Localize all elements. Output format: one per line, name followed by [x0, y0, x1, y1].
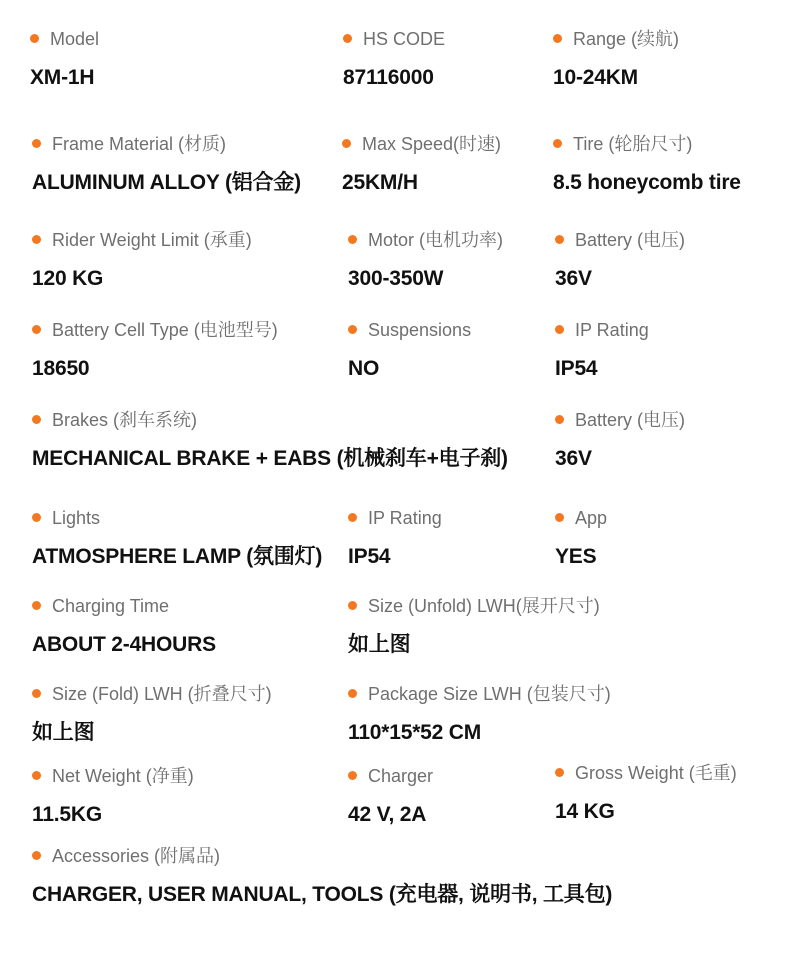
spec-label: Accessories (附属品)	[52, 846, 221, 866]
spec-brakes	[32, 409, 508, 471]
spec-label: Frame Material (材质)	[52, 134, 227, 154]
bullet-dot-icon	[32, 325, 41, 334]
spec-battery-cell-type	[32, 319, 278, 381]
spec-value: 8.5 honeycomb tire	[553, 171, 741, 194]
spec-label: Charging Time	[52, 596, 170, 616]
spec-ip-rating	[555, 319, 649, 381]
bullet-dot-icon	[348, 325, 357, 334]
spec-charging-time	[32, 595, 216, 657]
spec-value: MECHANICAL BRAKE + EABS (机械刹车+电子刹)	[32, 447, 508, 470]
spec-value: ALUMINUM ALLOY (铝合金)	[32, 171, 301, 194]
spec-label: Charger	[368, 766, 434, 786]
spec-value: 110*15*52 CM	[348, 721, 482, 744]
spec-hs-code	[343, 28, 445, 90]
spec-value: YES	[555, 545, 597, 568]
spec-label: IP Rating	[368, 508, 442, 528]
bullet-dot-icon	[555, 415, 564, 424]
spec-label: Battery Cell Type (电池型号)	[52, 320, 278, 340]
spec-range	[553, 28, 679, 90]
spec-value: 42 V, 2A	[348, 803, 427, 826]
spec-label: Size (Unfold) LWH(展开尺寸)	[368, 596, 600, 616]
spec-app	[555, 507, 607, 569]
spec-label: HS CODE	[363, 29, 446, 49]
spec-value: 14 KG	[555, 800, 615, 823]
bullet-dot-icon	[342, 139, 351, 148]
bullet-dot-icon	[30, 34, 39, 43]
spec-value: 如上图	[348, 633, 411, 656]
spec-value: ATMOSPHERE LAMP (氛围灯)	[32, 545, 323, 568]
bullet-dot-icon	[555, 235, 564, 244]
spec-value: IP54	[348, 545, 391, 568]
bullet-dot-icon	[348, 235, 357, 244]
spec-label: Motor (电机功率)	[368, 230, 503, 250]
spec-package-size	[348, 683, 611, 745]
spec-label: Size (Fold) LWH (折叠尺寸)	[52, 684, 272, 704]
spec-label: Battery (电压)	[575, 410, 686, 430]
bullet-dot-icon	[553, 34, 562, 43]
spec-value: CHARGER, USER MANUAL, TOOLS (充电器, 说明书, 工具包)	[32, 883, 613, 906]
bullet-dot-icon	[32, 601, 41, 610]
spec-size-fold	[32, 683, 272, 745]
spec-max-speed	[342, 133, 501, 195]
spec-value: IP54	[555, 357, 598, 380]
spec-tire	[553, 133, 741, 195]
bullet-dot-icon	[555, 325, 564, 334]
spec-frame-material	[32, 133, 301, 195]
bullet-dot-icon	[348, 601, 357, 610]
bullet-dot-icon	[343, 34, 352, 43]
bullet-dot-icon	[348, 771, 357, 780]
spec-label: Lights	[52, 508, 101, 528]
spec-label: Range (续航)	[573, 29, 680, 49]
spec-value: 10-24KM	[553, 66, 638, 89]
bullet-dot-icon	[348, 513, 357, 522]
bullet-dot-icon	[32, 689, 41, 698]
spec-value: 120 KG	[32, 267, 104, 290]
spec-battery-voltage-2	[555, 409, 685, 471]
bullet-dot-icon	[32, 851, 41, 860]
spec-value: 87116000	[343, 66, 434, 89]
bullet-dot-icon	[553, 139, 562, 148]
spec-label: Model	[50, 29, 100, 49]
spec-rider-weight-limit	[32, 229, 252, 291]
bullet-dot-icon	[32, 513, 41, 522]
spec-ip-rating-2	[348, 507, 442, 569]
spec-label: Battery (电压)	[575, 230, 686, 250]
spec-label: IP Rating	[575, 320, 649, 340]
spec-label: Max Speed(时速)	[362, 134, 502, 154]
spec-battery-voltage	[555, 229, 685, 291]
spec-label: App	[575, 508, 608, 528]
spec-suspensions	[348, 319, 471, 381]
bullet-dot-icon	[32, 415, 41, 424]
spec-value: 36V	[555, 447, 592, 470]
bullet-dot-icon	[32, 235, 41, 244]
spec-label: Rider Weight Limit (承重)	[52, 230, 252, 250]
bullet-dot-icon	[555, 513, 564, 522]
spec-value: 如上图	[32, 721, 95, 744]
spec-value: 300-350W	[348, 267, 444, 290]
spec-lights	[32, 507, 322, 569]
spec-size-unfold	[348, 595, 600, 657]
spec-label: Suspensions	[368, 320, 472, 340]
spec-value: 18650	[32, 357, 90, 380]
spec-label: Brakes (刹车系统)	[52, 410, 198, 430]
spec-accessories	[32, 845, 612, 907]
bullet-dot-icon	[348, 689, 357, 698]
spec-value: 25KM/H	[342, 171, 418, 194]
spec-gross-weight	[555, 762, 737, 824]
spec-net-weight	[32, 765, 194, 827]
spec-label: Gross Weight (毛重)	[575, 763, 737, 783]
spec-charger	[348, 765, 433, 827]
spec-motor	[348, 229, 503, 291]
spec-label: Package Size LWH (包装尺寸)	[368, 684, 611, 704]
bullet-dot-icon	[555, 768, 564, 777]
spec-value: ABOUT 2-4HOURS	[32, 633, 216, 656]
spec-model	[30, 28, 99, 90]
spec-value: XM-1H	[30, 66, 95, 89]
spec-value: 36V	[555, 267, 592, 290]
spec-value: 11.5KG	[32, 803, 103, 826]
bullet-dot-icon	[32, 139, 41, 148]
bullet-dot-icon	[32, 771, 41, 780]
spec-label: Tire (轮胎尺寸)	[573, 134, 693, 154]
spec-value: NO	[348, 357, 380, 380]
spec-label: Net Weight (净重)	[52, 766, 194, 786]
